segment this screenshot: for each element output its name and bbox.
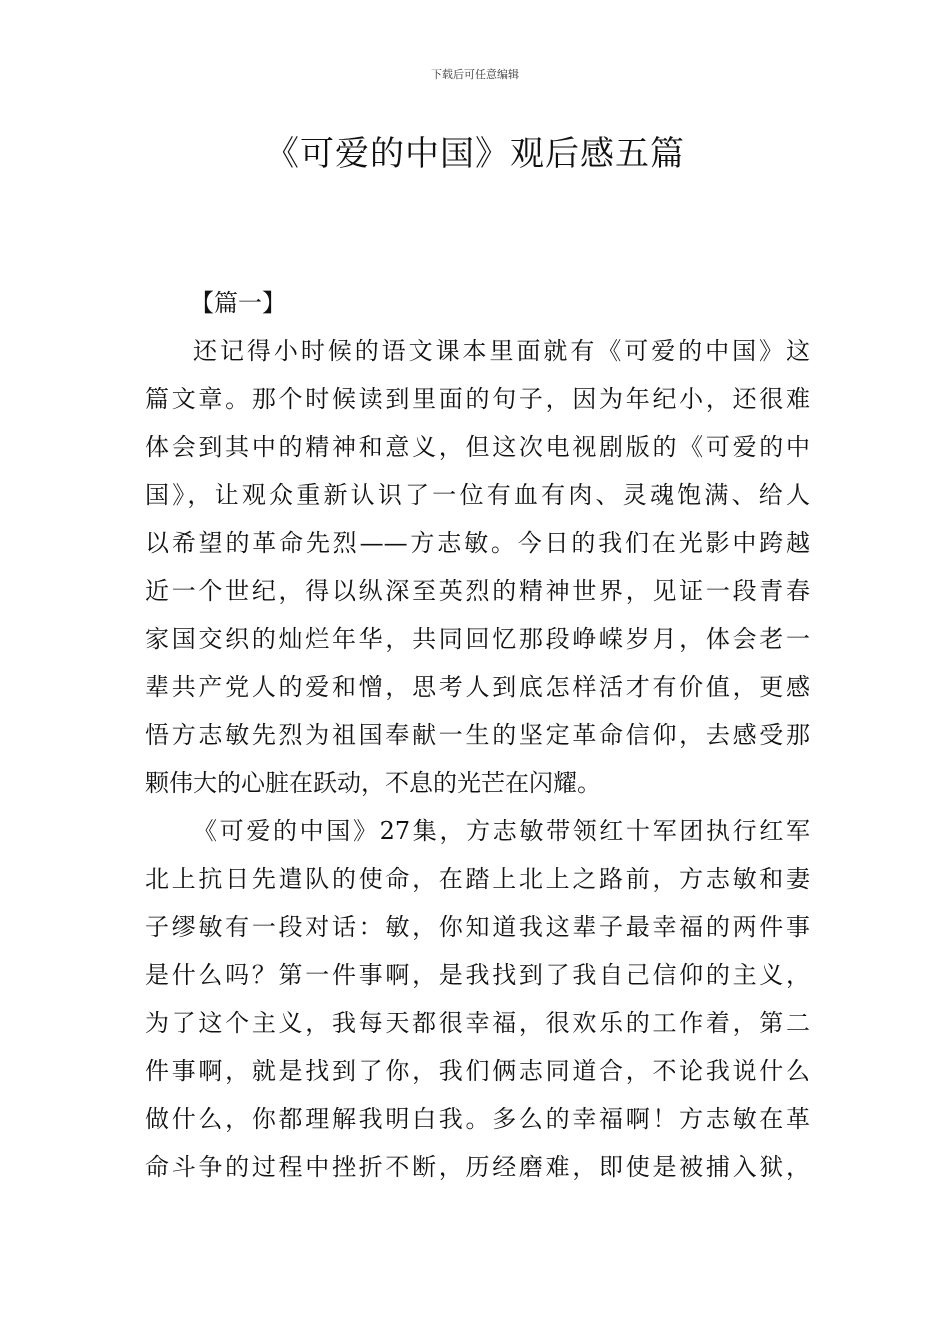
text-line: 以希望的革命先烈——方志敏。今日的我们在光影中跨越	[145, 529, 810, 557]
text-line: 辈共产党人的爱和憎，思考人到底怎样活才有价值，更感	[145, 673, 810, 701]
text-line: 件事啊，就是找到了你，我们俩志同道合，不论我说什么	[145, 1057, 810, 1085]
text-line: 国》，让观众重新认识了一位有血有肉、灵魂饱满、给人	[145, 481, 810, 509]
text-line: 体会到其中的精神和意义，但这次电视剧版的《可爱的中	[145, 433, 810, 461]
text-line: 还记得小时候的语文课本里面就有《可爱的中国》这	[193, 337, 810, 365]
text-line: 篇文章。那个时候读到里面的句子，因为年纪小，还很难	[145, 385, 810, 413]
document-title: 《可爱的中国》观后感五篇	[265, 134, 685, 174]
text-line: 《可爱的中国》27集，方志敏带领红十军团执行红军	[193, 817, 810, 845]
text-line: 命斗争的过程中挫折不断，历经磨难，即使是被捕入狱，	[145, 1153, 810, 1181]
paragraph-1	[145, 327, 810, 807]
section-heading: 【篇一】	[190, 289, 286, 317]
body-text	[145, 327, 810, 1191]
text-line: 做什么，你都理解我明白我。多么的幸福啊！方志敏在革	[145, 1105, 810, 1133]
paragraph-2	[145, 807, 810, 1191]
text-line: 是什么吗？第一件事啊，是我找到了我自己信仰的主义，	[145, 961, 810, 989]
text-line: 子缪敏有一段对话：敏，你知道我这辈子最幸福的两件事	[145, 913, 810, 941]
text-line: 为了这个主义，我每天都很幸福，很欢乐的工作着，第二	[145, 1009, 810, 1037]
text-line: 颗伟大的心脏在跃动，不息的光芒在闪耀。	[145, 769, 601, 797]
text-line: 北上抗日先遣队的使命，在踏上北上之路前，方志敏和妻	[145, 865, 810, 893]
header-note: 下载后可任意编辑	[431, 68, 519, 81]
text-line: 家国交织的灿烂年华，共同回忆那段峥嵘岁月，体会老一	[145, 625, 810, 653]
text-line: 近一个世纪，得以纵深至英烈的精神世界，见证一段青春	[145, 577, 810, 605]
text-line: 悟方志敏先烈为祖国奉献一生的坚定革命信仰，去感受那	[145, 721, 810, 749]
